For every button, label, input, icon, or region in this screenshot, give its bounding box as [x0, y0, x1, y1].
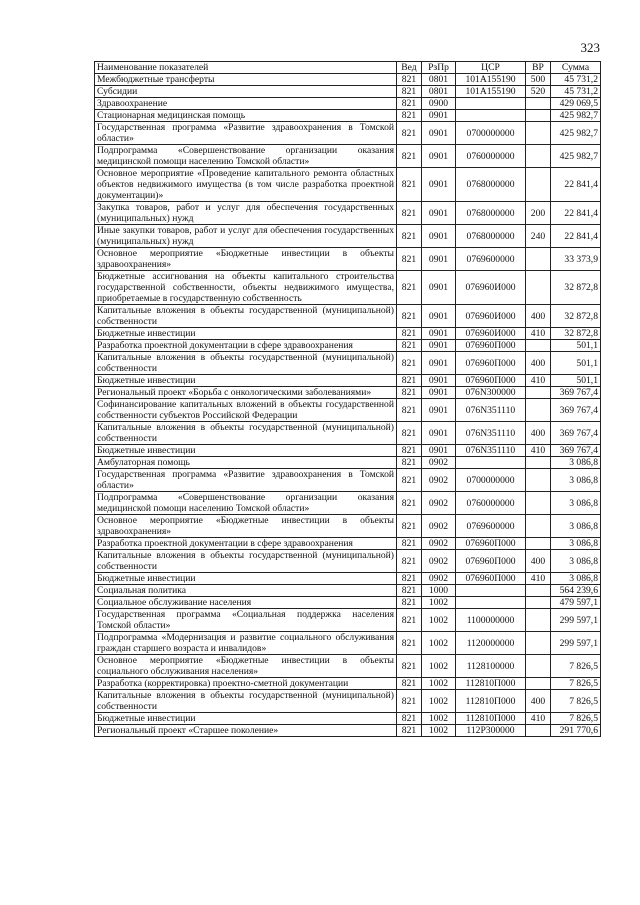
- table-row: [95, 98, 601, 110]
- header-name: Наименование показателей: [95, 62, 397, 74]
- cell-name: Бюджетные инвестиции: [95, 573, 397, 585]
- cell-ved: 821: [397, 145, 422, 168]
- cell-csr: 0768000000: [456, 168, 526, 202]
- cell-sum: 501,1: [551, 375, 601, 387]
- cell-ved: 821: [397, 422, 422, 445]
- cell-vr: [526, 469, 551, 492]
- cell-ved: 821: [397, 74, 422, 86]
- cell-rzpr: 0901: [422, 340, 456, 352]
- cell-vr: [526, 110, 551, 122]
- cell-ved: 821: [397, 305, 422, 328]
- cell-vr: 410: [526, 328, 551, 340]
- cell-name: Разработка проектной документации в сфере здравоохранения: [95, 340, 397, 352]
- cell-sum: 32 872,8: [551, 305, 601, 328]
- table-row: [95, 110, 601, 122]
- cell-vr: 410: [526, 375, 551, 387]
- cell-sum: 3 086,8: [551, 515, 601, 538]
- cell-vr: 400: [526, 422, 551, 445]
- header-sum: Сумма: [551, 62, 601, 74]
- cell-rzpr: 0901: [422, 271, 456, 305]
- cell-sum: 7 826,5: [551, 713, 601, 725]
- cell-name: Межбюджетные трансферты: [95, 74, 397, 86]
- table-header-row: [95, 62, 601, 74]
- cell-ved: 821: [397, 515, 422, 538]
- cell-vr: [526, 399, 551, 422]
- cell-vr: [526, 609, 551, 632]
- cell-rzpr: 0901: [422, 248, 456, 271]
- cell-csr: 0760000000: [456, 492, 526, 515]
- cell-csr: 076N351110: [456, 399, 526, 422]
- table-row: [95, 422, 601, 445]
- cell-csr: 112810П000: [456, 713, 526, 725]
- table-row: [95, 399, 601, 422]
- cell-csr: 112P300000: [456, 725, 526, 737]
- cell-name: Субсидии: [95, 86, 397, 98]
- cell-sum: 369 767,4: [551, 387, 601, 399]
- cell-ved: 821: [397, 202, 422, 225]
- cell-ved: 821: [397, 573, 422, 585]
- cell-name: Капитальные вложения в объекты государственной (муниципальной) собственности: [95, 305, 397, 328]
- table-row: [95, 690, 601, 713]
- cell-ved: 821: [397, 492, 422, 515]
- cell-name: Бюджетные инвестиции: [95, 713, 397, 725]
- table-row: [95, 492, 601, 515]
- cell-rzpr: 1002: [422, 655, 456, 678]
- cell-csr: 076960П000: [456, 352, 526, 375]
- table-row: [95, 375, 601, 387]
- table-row: [95, 573, 601, 585]
- cell-rzpr: 0902: [422, 469, 456, 492]
- table-row: [95, 145, 601, 168]
- cell-rzpr: 1002: [422, 609, 456, 632]
- cell-sum: 33 373,9: [551, 248, 601, 271]
- table-row: [95, 655, 601, 678]
- cell-sum: 3 086,8: [551, 550, 601, 573]
- cell-sum: 369 767,4: [551, 445, 601, 457]
- cell-vr: [526, 492, 551, 515]
- cell-ved: 821: [397, 328, 422, 340]
- cell-name: Подпрограмма «Совершенствование организации оказания медицинской помощи населению Томской области»: [95, 492, 397, 515]
- table-row: [95, 225, 601, 248]
- table-row: [95, 86, 601, 98]
- cell-ved: 821: [397, 597, 422, 609]
- cell-name: Капитальные вложения в объекты государственной (муниципальной) собственности: [95, 352, 397, 375]
- cell-rzpr: 1002: [422, 678, 456, 690]
- cell-ved: 821: [397, 725, 422, 737]
- cell-ved: 821: [397, 632, 422, 655]
- table-row: [95, 515, 601, 538]
- cell-csr: 076N351110: [456, 445, 526, 457]
- cell-name: Бюджетные ассигнования на объекты капитального строительства государственной собственности, объекты недвижимого имущества, приобретаемые в государственную собственность: [95, 271, 397, 305]
- cell-csr: [456, 585, 526, 597]
- cell-ved: 821: [397, 399, 422, 422]
- cell-csr: 076960И000: [456, 271, 526, 305]
- cell-csr: 076960И000: [456, 328, 526, 340]
- cell-vr: 500: [526, 74, 551, 86]
- table-row: [95, 202, 601, 225]
- cell-csr: [456, 98, 526, 110]
- cell-rzpr: 1002: [422, 690, 456, 713]
- cell-sum: 3 086,8: [551, 492, 601, 515]
- cell-sum: 22 841,4: [551, 202, 601, 225]
- cell-csr: 076N351110: [456, 422, 526, 445]
- cell-csr: 1128100000: [456, 655, 526, 678]
- cell-vr: 400: [526, 690, 551, 713]
- cell-vr: [526, 98, 551, 110]
- table-row: [95, 713, 601, 725]
- cell-sum: 429 069,5: [551, 98, 601, 110]
- page-number: 323: [580, 40, 600, 55]
- table-row: [95, 352, 601, 375]
- cell-rzpr: 0901: [422, 202, 456, 225]
- cell-sum: 32 872,8: [551, 271, 601, 305]
- cell-rzpr: 0902: [422, 515, 456, 538]
- cell-name: Основное мероприятие «Бюджетные инвестиции в объекты здравоохранения»: [95, 248, 397, 271]
- cell-vr: 400: [526, 352, 551, 375]
- cell-vr: 520: [526, 86, 551, 98]
- cell-rzpr: 1000: [422, 585, 456, 597]
- cell-vr: 410: [526, 713, 551, 725]
- cell-name: Региональный проект «Старшее поколение»: [95, 725, 397, 737]
- cell-sum: 32 872,8: [551, 328, 601, 340]
- cell-sum: 425 982,7: [551, 145, 601, 168]
- cell-ved: 821: [397, 550, 422, 573]
- cell-rzpr: 0901: [422, 422, 456, 445]
- table-row: [95, 678, 601, 690]
- cell-ved: 821: [397, 271, 422, 305]
- cell-rzpr: 0901: [422, 445, 456, 457]
- header-vr: ВР: [526, 62, 551, 74]
- cell-sum: 7 826,5: [551, 678, 601, 690]
- cell-csr: 0769600000: [456, 248, 526, 271]
- cell-csr: [456, 457, 526, 469]
- cell-ved: 821: [397, 168, 422, 202]
- cell-name: Основное мероприятие «Бюджетные инвестиции в объекты здравоохранения»: [95, 515, 397, 538]
- table-row: [95, 632, 601, 655]
- cell-sum: 45 731,2: [551, 74, 601, 86]
- cell-csr: 076960П000: [456, 550, 526, 573]
- cell-rzpr: 0901: [422, 145, 456, 168]
- cell-sum: 299 597,1: [551, 609, 601, 632]
- cell-csr: 1120000000: [456, 632, 526, 655]
- cell-rzpr: 0801: [422, 74, 456, 86]
- cell-csr: 076N300000: [456, 387, 526, 399]
- cell-name: Капитальные вложения в объекты государственной (муниципальной) собственности: [95, 422, 397, 445]
- cell-sum: 3 086,8: [551, 457, 601, 469]
- cell-vr: 410: [526, 445, 551, 457]
- cell-name: Бюджетные инвестиции: [95, 445, 397, 457]
- cell-rzpr: 0901: [422, 328, 456, 340]
- table-row: [95, 74, 601, 86]
- cell-csr: [456, 110, 526, 122]
- cell-ved: 821: [397, 469, 422, 492]
- cell-rzpr: 0902: [422, 573, 456, 585]
- cell-name: Закупка товаров, работ и услуг для обеспечения государственных (муниципальных) нужд: [95, 202, 397, 225]
- cell-name: Подпрограмма «Модернизация и развитие социального обслуживания граждан старшего возраста и инвалидов»: [95, 632, 397, 655]
- cell-csr: 076960П000: [456, 375, 526, 387]
- cell-ved: 821: [397, 225, 422, 248]
- cell-ved: 821: [397, 690, 422, 713]
- cell-csr: 076960П000: [456, 573, 526, 585]
- cell-vr: [526, 271, 551, 305]
- cell-rzpr: 0901: [422, 225, 456, 248]
- cell-vr: [526, 168, 551, 202]
- cell-ved: 821: [397, 538, 422, 550]
- table-row: [95, 328, 601, 340]
- cell-name: Капитальные вложения в объекты государственной (муниципальной) собственности: [95, 690, 397, 713]
- cell-rzpr: 0900: [422, 98, 456, 110]
- table-row: [95, 585, 601, 597]
- table-body: [95, 74, 601, 737]
- cell-name: Разработка (корректировка) проектно-сметной документации: [95, 678, 397, 690]
- cell-vr: [526, 122, 551, 145]
- cell-csr: 076960П000: [456, 538, 526, 550]
- cell-vr: [526, 632, 551, 655]
- cell-rzpr: 0901: [422, 122, 456, 145]
- cell-csr: 0700000000: [456, 122, 526, 145]
- table-row: [95, 609, 601, 632]
- cell-csr: 0769600000: [456, 515, 526, 538]
- cell-csr: 112810П000: [456, 678, 526, 690]
- cell-rzpr: 0901: [422, 110, 456, 122]
- cell-sum: 22 841,4: [551, 225, 601, 248]
- cell-rzpr: 1002: [422, 597, 456, 609]
- cell-csr: 0768000000: [456, 225, 526, 248]
- cell-name: Социальное обслуживание населения: [95, 597, 397, 609]
- cell-vr: 410: [526, 573, 551, 585]
- cell-vr: 240: [526, 225, 551, 248]
- cell-ved: 821: [397, 352, 422, 375]
- cell-vr: [526, 538, 551, 550]
- cell-vr: [526, 597, 551, 609]
- cell-sum: 3 086,8: [551, 538, 601, 550]
- cell-vr: [526, 340, 551, 352]
- cell-csr: [456, 597, 526, 609]
- cell-name: Основное мероприятие «Бюджетные инвестиции в объекты социального обслуживания населения»: [95, 655, 397, 678]
- table-row: [95, 248, 601, 271]
- cell-rzpr: 0801: [422, 86, 456, 98]
- cell-name: Разработка проектной документации в сфере здравоохранения: [95, 538, 397, 550]
- cell-sum: 3 086,8: [551, 469, 601, 492]
- cell-name: Бюджетные инвестиции: [95, 328, 397, 340]
- cell-sum: 299 597,1: [551, 632, 601, 655]
- cell-vr: [526, 725, 551, 737]
- cell-ved: 821: [397, 445, 422, 457]
- cell-sum: 501,1: [551, 340, 601, 352]
- cell-csr: 0768000000: [456, 202, 526, 225]
- cell-rzpr: 1002: [422, 725, 456, 737]
- cell-ved: 821: [397, 340, 422, 352]
- cell-vr: 200: [526, 202, 551, 225]
- cell-csr: 076960П000: [456, 340, 526, 352]
- cell-ved: 821: [397, 248, 422, 271]
- header-csr: ЦСР: [456, 62, 526, 74]
- table-row: [95, 597, 601, 609]
- cell-name: Государственная программа «Развитие здравоохранения в Томской области»: [95, 469, 397, 492]
- cell-name: Основное мероприятие «Проведение капитального ремонта областных объектов недвижимого имущества (в том числе разработка проектной документации)»: [95, 168, 397, 202]
- budget-table: [94, 61, 601, 737]
- cell-name: Социальная политика: [95, 585, 397, 597]
- table-row: [95, 457, 601, 469]
- header-ved: Вед: [397, 62, 422, 74]
- cell-sum: 22 841,4: [551, 168, 601, 202]
- cell-name: Капитальные вложения в объекты государственной (муниципальной) собственности: [95, 550, 397, 573]
- cell-name: Иные закупки товаров, работ и услуг для обеспечения государственных (муниципальных) нужд: [95, 225, 397, 248]
- cell-csr: 112810П000: [456, 690, 526, 713]
- cell-rzpr: 0902: [422, 550, 456, 573]
- cell-name: Государственная программа «Социальная поддержка населения Томской области»: [95, 609, 397, 632]
- cell-sum: 291 770,6: [551, 725, 601, 737]
- cell-ved: 821: [397, 678, 422, 690]
- cell-rzpr: 0902: [422, 457, 456, 469]
- cell-rzpr: 0901: [422, 168, 456, 202]
- cell-rzpr: 0901: [422, 305, 456, 328]
- cell-sum: 564 239,6: [551, 585, 601, 597]
- cell-rzpr: 0901: [422, 352, 456, 375]
- cell-ved: 821: [397, 122, 422, 145]
- cell-ved: 821: [397, 713, 422, 725]
- cell-csr: 0760000000: [456, 145, 526, 168]
- cell-sum: 425 982,7: [551, 122, 601, 145]
- cell-sum: 479 597,1: [551, 597, 601, 609]
- cell-vr: [526, 387, 551, 399]
- table-row: [95, 445, 601, 457]
- cell-sum: 369 767,4: [551, 399, 601, 422]
- cell-vr: [526, 145, 551, 168]
- cell-vr: [526, 248, 551, 271]
- table-row: [95, 168, 601, 202]
- header-rzpr: РзПр: [422, 62, 456, 74]
- cell-vr: [526, 585, 551, 597]
- cell-rzpr: 1002: [422, 713, 456, 725]
- cell-ved: 821: [397, 387, 422, 399]
- cell-sum: 369 767,4: [551, 422, 601, 445]
- cell-ved: 821: [397, 110, 422, 122]
- cell-name: Софинансирование капитальных вложений в объекты государственной собственности субъектов Российской Федерации: [95, 399, 397, 422]
- table-row: [95, 538, 601, 550]
- cell-rzpr: 0902: [422, 492, 456, 515]
- cell-sum: 7 826,5: [551, 690, 601, 713]
- table-row: [95, 122, 601, 145]
- cell-ved: 821: [397, 457, 422, 469]
- table-row: [95, 340, 601, 352]
- cell-vr: [526, 655, 551, 678]
- table-row: [95, 387, 601, 399]
- cell-csr: 0700000000: [456, 469, 526, 492]
- cell-vr: 400: [526, 550, 551, 573]
- cell-name: Амбулаторная помощь: [95, 457, 397, 469]
- cell-vr: [526, 457, 551, 469]
- cell-name: Стационарная медицинская помощь: [95, 110, 397, 122]
- cell-ved: 821: [397, 655, 422, 678]
- table-row: [95, 271, 601, 305]
- cell-sum: 501,1: [551, 352, 601, 375]
- cell-csr: 101A155190: [456, 74, 526, 86]
- cell-sum: 425 982,7: [551, 110, 601, 122]
- cell-csr: 076960И000: [456, 305, 526, 328]
- cell-name: Региональный проект «Борьба с онкологическими заболеваниями»: [95, 387, 397, 399]
- cell-ved: 821: [397, 86, 422, 98]
- cell-rzpr: 0901: [422, 399, 456, 422]
- cell-ved: 821: [397, 585, 422, 597]
- cell-rzpr: 0901: [422, 375, 456, 387]
- table-row: [95, 305, 601, 328]
- cell-name: Здравоохранение: [95, 98, 397, 110]
- cell-ved: 821: [397, 375, 422, 387]
- cell-vr: [526, 515, 551, 538]
- cell-ved: 821: [397, 609, 422, 632]
- cell-ved: 821: [397, 98, 422, 110]
- cell-sum: 7 826,5: [551, 655, 601, 678]
- cell-sum: 45 731,2: [551, 86, 601, 98]
- cell-rzpr: 1002: [422, 632, 456, 655]
- cell-vr: 400: [526, 305, 551, 328]
- cell-name: Подпрограмма «Совершенствование организации оказания медицинской помощи населению Томской области»: [95, 145, 397, 168]
- cell-csr: 1100000000: [456, 609, 526, 632]
- cell-rzpr: 0901: [422, 387, 456, 399]
- cell-vr: [526, 678, 551, 690]
- table-row: [95, 550, 601, 573]
- cell-csr: 101A155190: [456, 86, 526, 98]
- cell-sum: 3 086,8: [551, 573, 601, 585]
- table-row: [95, 469, 601, 492]
- cell-rzpr: 0902: [422, 538, 456, 550]
- table-row: [95, 725, 601, 737]
- cell-name: Государственная программа «Развитие здравоохранения в Томской области»: [95, 122, 397, 145]
- cell-name: Бюджетные инвестиции: [95, 375, 397, 387]
